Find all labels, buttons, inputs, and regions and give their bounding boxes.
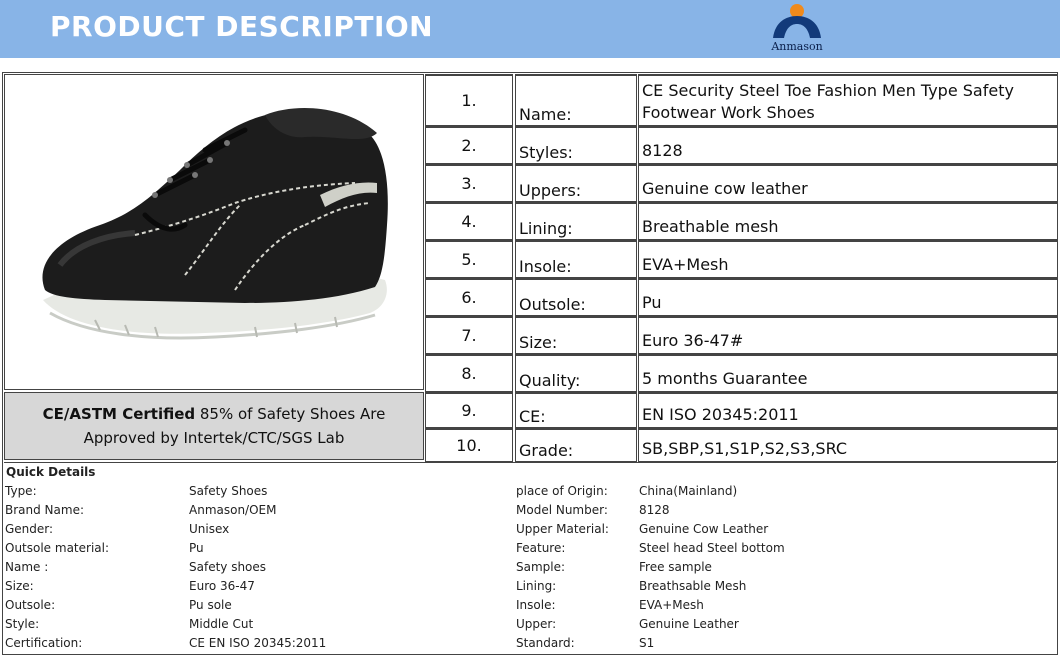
row-value: SB,SBP,S1,S1P,S2,S3,SRC	[638, 428, 1058, 462]
row-key: Uppers:	[515, 164, 637, 202]
detail-key: Size:	[5, 579, 34, 593]
detail-value: Free sample	[639, 560, 712, 574]
table-row	[425, 278, 1058, 316]
detail-value: Middle Cut	[189, 617, 254, 631]
list-item	[4, 579, 1056, 598]
table-row	[425, 240, 1058, 278]
anmason-logo-icon	[764, 2, 830, 42]
detail-value: CE EN ISO 20345:2011	[189, 636, 327, 650]
table-row	[425, 164, 1058, 202]
cert-line-2: Approved by Intertek/CTC/SGS Lab	[83, 429, 345, 447]
row-number: 4.	[425, 202, 513, 240]
detail-value: Unisex	[189, 522, 230, 536]
logo-text: Anmason	[771, 40, 823, 53]
page-title: PRODUCT DESCRIPTION	[50, 10, 434, 43]
row-key: Quality:	[515, 354, 637, 392]
detail-key: Insole:	[516, 598, 556, 612]
row-number: 8.	[425, 354, 513, 392]
detail-key: Certification:	[5, 636, 83, 650]
detail-key: Standard:	[516, 636, 575, 650]
table-row	[425, 202, 1058, 240]
row-value: Genuine cow leather	[638, 164, 1058, 202]
detail-value: Safety shoes	[189, 560, 267, 574]
row-key: Lining:	[515, 202, 637, 240]
list-item	[4, 484, 1056, 503]
row-value: CE Security Steel Toe Fashion Men Type Safety Footwear Work Shoes	[638, 74, 1058, 126]
table-row	[425, 316, 1058, 354]
detail-key: Outsole material:	[5, 541, 110, 555]
row-number: 6.	[425, 278, 513, 316]
list-item	[4, 541, 1056, 560]
list-item	[4, 503, 1056, 522]
detail-key: Outsole:	[5, 598, 56, 612]
detail-value: S1	[639, 636, 655, 650]
row-number: 5.	[425, 240, 513, 278]
detail-key: Style:	[5, 617, 40, 631]
row-value: 8128	[638, 126, 1058, 164]
table-row	[425, 428, 1058, 462]
detail-value: China(Mainland)	[639, 484, 738, 498]
row-value: Pu	[638, 278, 1058, 316]
list-item	[4, 522, 1056, 541]
detail-key: Sample:	[516, 560, 566, 574]
table-row	[425, 392, 1058, 428]
cert-bold: CE/ASTM Certified	[42, 405, 196, 423]
detail-key: Model Number:	[516, 503, 608, 517]
detail-value: Pu	[189, 541, 204, 555]
row-number: 2.	[425, 126, 513, 164]
row-key: CE:	[515, 392, 637, 428]
detail-key: Lining:	[516, 579, 557, 593]
list-item	[4, 560, 1056, 579]
row-number: 3.	[425, 164, 513, 202]
row-value: EN ISO 20345:2011	[638, 392, 1058, 428]
detail-value: Safety Shoes	[189, 484, 268, 498]
detail-value: Genuine Cow Leather	[639, 522, 769, 536]
row-value: Euro 36-47#	[638, 316, 1058, 354]
certification-note	[4, 392, 424, 460]
row-key: Insole:	[515, 240, 637, 278]
detail-value: Genuine Leather	[639, 617, 739, 631]
safety-boot-image	[5, 75, 423, 389]
detail-key: Brand Name:	[5, 503, 85, 517]
row-value: 5 months Guarantee	[638, 354, 1058, 392]
product-photo	[4, 74, 424, 390]
detail-key: Feature:	[516, 541, 566, 555]
detail-value: Euro 36-47	[189, 579, 255, 593]
cert-line-1-rest: 85% of Safety Shoes Are	[195, 405, 386, 423]
detail-key: Gender:	[5, 522, 54, 536]
table-row	[425, 74, 1058, 126]
row-number: 1.	[425, 74, 513, 126]
row-key: Grade:	[515, 428, 637, 462]
row-number: 7.	[425, 316, 513, 354]
detail-key: place of Origin:	[516, 484, 608, 498]
detail-value: Pu sole	[189, 598, 232, 612]
list-item	[4, 617, 1056, 636]
detail-value: EVA+Mesh	[639, 598, 704, 612]
row-key: Styles:	[515, 126, 637, 164]
list-item	[4, 636, 1056, 655]
row-key: Size:	[515, 316, 637, 354]
detail-value: Anmason/OEM	[189, 503, 277, 517]
detail-value: 8128	[639, 503, 670, 517]
row-value: EVA+Mesh	[638, 240, 1058, 278]
quick-details	[4, 462, 1056, 654]
row-value: Breathable mesh	[638, 202, 1058, 240]
quick-details-title: Quick Details	[6, 465, 96, 479]
brand-logo	[764, 2, 830, 56]
row-key: Name:	[515, 74, 637, 126]
cert-line-1	[5, 402, 423, 426]
row-number: 10.	[425, 428, 513, 462]
table-row	[425, 126, 1058, 164]
detail-key: Upper:	[516, 617, 557, 631]
table-row	[425, 354, 1058, 392]
detail-key: Name :	[5, 560, 49, 574]
detail-key: Upper Material:	[516, 522, 609, 536]
list-item	[4, 598, 1056, 617]
header-banner	[0, 0, 1060, 58]
row-number: 9.	[425, 392, 513, 428]
detail-value: Steel head Steel bottom	[639, 541, 785, 555]
detail-value: Breathsable Mesh	[639, 579, 747, 593]
row-key: Outsole:	[515, 278, 637, 316]
detail-key: Type:	[5, 484, 37, 498]
